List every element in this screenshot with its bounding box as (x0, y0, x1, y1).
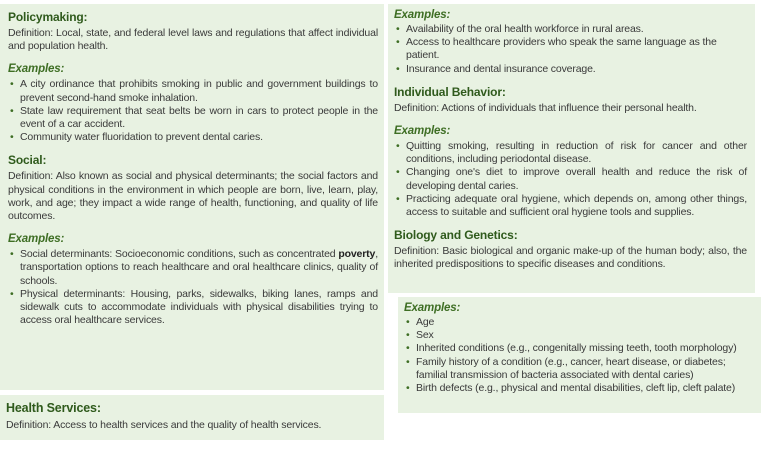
list-item: • A city ordinance that prohibits smoking in public and government buildings to prevent second-hand smoke inhalation. (8, 78, 378, 104)
list-item: • Family history of a condition (e.g., cancer, heart disease, or diabetes; familial transmission of bacteria associated with dental caries) (404, 356, 755, 382)
list-item: • Availability of the oral health workforce in rural areas. (394, 23, 747, 36)
health-services-definition: Definition: Access to health services and the quality of health services. (6, 419, 322, 431)
health-services-panel (0, 395, 384, 440)
health-services-examples-heading: Examples: (394, 9, 451, 21)
social-examples-heading: Examples: (8, 233, 65, 246)
biology-examples-heading: Examples: (404, 302, 461, 314)
policymaking-examples-list (8, 78, 378, 144)
list-item (8, 248, 378, 288)
policymaking-examples-heading: Examples: (8, 63, 65, 76)
social-example-text: , transportation options to reach healthcare and oral healthcare clinics, quality of schools. (20, 248, 378, 287)
list-item: • State law requirement that seat belts be worn in cars to protect people in the event of a car accident. (8, 105, 378, 131)
biology-examples-list (404, 316, 755, 395)
biology-definition: Definition: Basic biological and organic make-up of the human body; also, the inherited predispositions to specific diseases and conditions. (394, 245, 747, 271)
individual-behavior-heading: Individual Behavior: (394, 84, 506, 99)
individual-behavior-examples-heading: Examples: (394, 125, 451, 138)
list-item: • Practicing adequate oral hygiene, which depends on, among other things, access to suitable and sufficient oral hygiene tools and supplies. (394, 193, 747, 219)
health-services-examples-list (394, 23, 747, 76)
list-item: • Inherited conditions (e.g., congenitally missing teeth, tooth morphology) (404, 342, 755, 355)
list-item: • Community water fluoridation to prevent dental caries. (8, 131, 378, 144)
list-item: • Insurance and dental insurance coverage. (394, 63, 747, 76)
list-item: • Birth defects (e.g., physical and mental disabilities, cleft lip, cleft palate) (404, 382, 755, 395)
list-item: • Changing one's diet to improve overall health and reduce the risk of developing dental caries. (394, 166, 747, 192)
individual-behavior-examples-list (394, 140, 747, 219)
health-services-heading: Health Services: (6, 401, 101, 415)
poverty-emphasis: poverty (338, 248, 376, 261)
list-item: • Physical determinants: Housing, parks, sidewalks, biking lanes, ramps and sidewalk cuts to accommodate individuals with physical disabilities trying to access oral healthcare services. (8, 288, 378, 328)
biology-examples-panel (398, 297, 761, 413)
policymaking-definition: Definition: Local, state, and federal level laws and regulations that affect individual and population health. (8, 27, 378, 53)
biology-heading: Biology and Genetics: (394, 228, 518, 243)
social-definition: Definition: Also known as social and physical determinants; the social factors and physical conditions in the environment in which people are born, live, learn, play, work, and age; they impact a wide range of health, functioning, and quality of life outcomes. (8, 170, 378, 223)
policymaking-heading: Policymaking: (8, 10, 88, 24)
social-heading: Social: (8, 153, 47, 168)
social-example-text: Social determinants: Socioeconomic conditions, such as concentrated (20, 248, 339, 261)
list-item: • Quitting smoking, resulting in reduction of risk for cancer and other conditions, including periodontal disease. (394, 140, 747, 166)
individual-behavior-definition: Definition: Actions of individuals that influence their personal health. (394, 101, 697, 114)
social-examples-list (8, 248, 378, 327)
list-item: • Sex (404, 329, 755, 342)
list-item: • Access to healthcare providers who speak the same language as the patient. (394, 36, 747, 62)
list-item: • Age (404, 316, 755, 329)
policymaking-social-panel (0, 4, 384, 390)
health-services-behavior-panel (388, 4, 755, 293)
